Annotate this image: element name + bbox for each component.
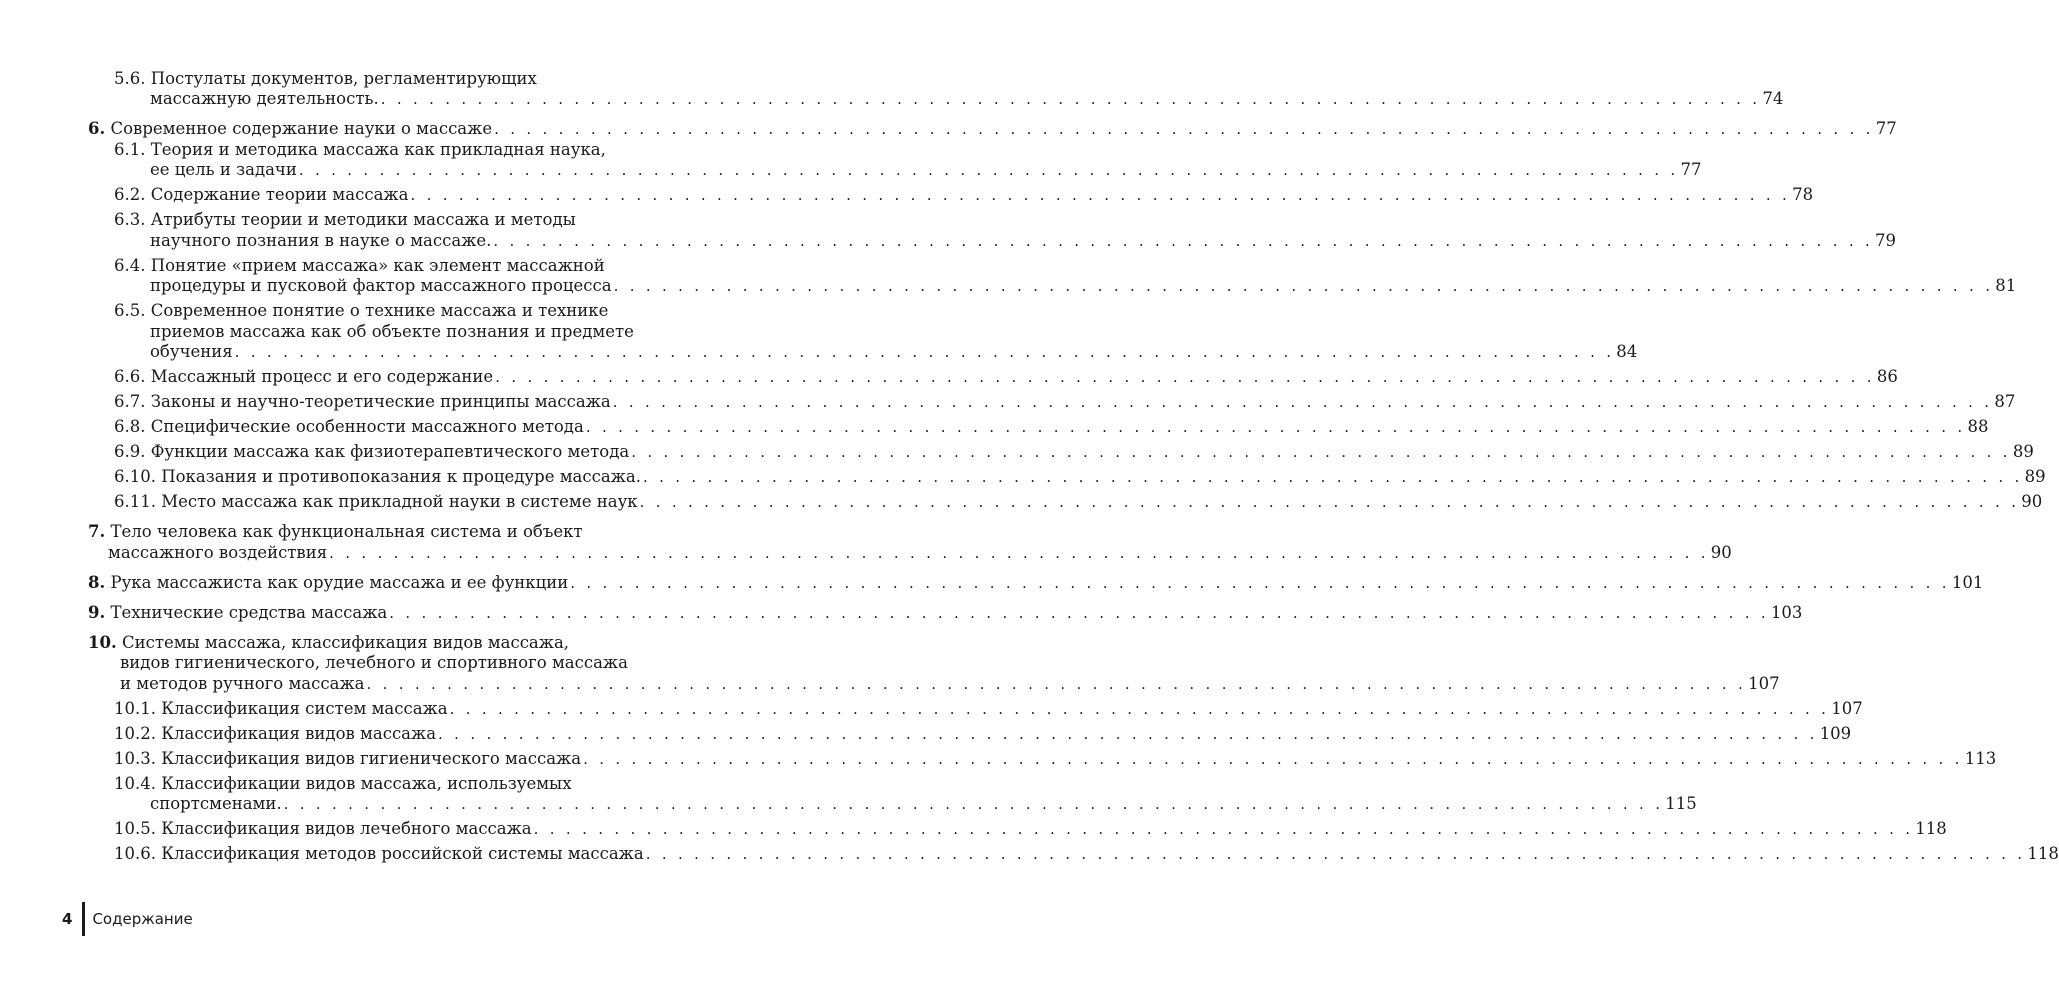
page-number: 101 [1951,572,1984,592]
toc-entry-6-2[interactable] [88,185,1814,205]
page-number: 115 [1665,794,1697,813]
toc-entry-10-3[interactable] [88,748,1997,769]
dot-leader: . . . . . . . . . . . . . . . . . . . . . . . . . . . . . . . . . . . . . . . . . . . . . . . . . . . . . . . . . . . . . . . . . . . . . . . . . . . . . . . . . . . . . . [631,443,2011,461]
page-number: 78 [1792,185,1814,204]
toc-entry-text: Современное содержание науки о массаже [110,119,493,138]
page-number: 79 [1875,230,1897,250]
footer-divider [82,902,85,936]
dot-leader: . . . . . . . . . . . . . . . . . . . . . . . . . . . . . . . . . . . . . . . . . . . . . . . . . . . . . . . . . . . . . . . . . . . . . . . . . . . . . . . . . . . . . . [642,468,2023,486]
toc-entry-text: 10.5. Классификация видов лечебного массажа [114,819,532,838]
toc-entry-6-1[interactable] [88,139,1702,181]
chapter-number: 6. [88,119,106,138]
toc-entry-6-9[interactable] [88,442,2034,462]
toc-entry-text: 6.10. Показания и противопоказания к процедуре массажа. [114,467,641,486]
footer-page-number: 4 [62,910,73,928]
toc-entry-6-11[interactable] [88,492,2043,512]
toc-chapter-8[interactable] [88,572,1984,593]
toc-entry-text: 6.4. Понятие «прием массажа» как элемент массажной [114,255,605,275]
page-number: 89 [2024,467,2046,486]
toc-entry-6-7[interactable] [88,392,2016,412]
toc-entry-text: научного познания в науке о массаже. [150,230,492,250]
page-number: 107 [1748,673,1780,693]
page-number: 81 [1995,276,2017,295]
toc-entry-text: видов гигиенического, лечебного и спортивного массажа [120,653,628,672]
toc-entry-text: Системы массажа, классификация видов массажа, [121,632,570,652]
toc-chapter-9[interactable] [88,602,1803,623]
toc-entry-text: 5.6. Постулаты документов, регламентирующих [114,68,537,88]
page-number: 86 [1876,367,1898,386]
dot-leader: . . . . . . . . . . . . . . . . . . . . . . . . . . . . . . . . . . . . . . . . . . . . . . . . . . . . . . . . . . . . . . . . . . . . . . . . . . . . . . . . . . . . . . [583,749,1963,768]
toc-entry-6-5[interactable] [88,301,1638,362]
page-number: 109 [1819,723,1852,743]
toc-entry-text: 6.1. Теория и методика массажа как прикладная наука, [114,139,606,159]
page-number: 90 [2021,492,2043,511]
toc-entry-text: 6.3. Атрибуты теории и методики массажа и методы [114,210,576,229]
page-number: 103 [1770,602,1803,622]
page-number: 88 [1967,417,1989,436]
toc-entry-text: обучения [150,342,233,361]
toc-entry-10-4[interactable] [88,773,1697,815]
toc-entry-text: 10.6. Классификация методов российской системы массажа [114,844,644,863]
dot-leader: . . . . . . . . . . . . . . . . . . . . . . . . . . . . . . . . . . . . . . . . . . . . . . . . . . . . . . . . . . . . . . . . . . . . . . . . . . . . . . . . . . . . . . [410,186,1791,204]
toc-entry-10-6[interactable] [88,844,2059,864]
chapter-number: 9. [88,602,106,622]
toc-entry-text: 10.3. Классификация видов гигиенического массажа [114,748,582,768]
toc-chapter-10[interactable] [88,632,1780,694]
toc-entry-text: 6.2. Содержание теории массажа [114,185,409,204]
toc-entry-text: 10.2. Классификация видов массажа [114,723,437,743]
toc-entry-text: 10.1. Классификация систем массажа [114,698,448,718]
page-number: 113 [1964,748,1997,768]
dot-leader: . . . . . . . . . . . . . . . . . . . . . . . . . . . . . . . . . . . . . . . . . . . . . . . . . . . . . . . . . . . . . . . . . . . . . . . . . . . . . . . . . . . . . . [495,368,1875,386]
toc-chapter-7[interactable] [88,522,1732,563]
chapter-number: 7. [88,522,106,541]
page-number: 118 [1915,819,1947,838]
toc-entry-text: 6.5. Современное понятие о технике массажа и технике [114,301,609,320]
toc-entry-10-1[interactable] [88,698,1863,719]
toc-entry-text: 6.11. Место массажа как прикладной науки в системе наук [114,492,638,511]
toc-entry-text: 6.9. Функции массажа как физиотерапевтического метода [114,442,630,461]
page-number: 107 [1831,698,1863,718]
table-of-contents [88,68,2059,864]
toc-entry-text: 6.6. Массажный процесс и его содержание [114,367,494,386]
page-number: 74 [1762,89,1784,108]
toc-entry-text: и методов ручного массажа [120,673,365,693]
toc-chapter-6[interactable] [88,119,1897,139]
page-footer [62,902,193,936]
page-number: 90 [1710,542,1732,562]
dot-leader: . . . . . . . . . . . . . . . . . . . . . . . . . . . . . . . . . . . . . . . . . . . . . . . . . . . . . . . . . . . . . . . . . . . . . . . . . . . . . . . . . . . . . . [234,343,1615,361]
toc-entry-text: 6.8. Специфические особенности массажного метода [114,417,584,436]
page-number: 77 [1680,160,1702,179]
toc-entry-6-6[interactable] [88,367,1898,387]
toc-entry-5-6[interactable] [88,68,1784,110]
page-number: 89 [2012,442,2034,461]
toc-entry-text: 6.7. Законы и научно-теоретические принципы массажа [114,392,611,411]
dot-leader: . . . . . . . . . . . . . . . . . . . . . . . . . . . . . . . . . . . . . . . . . . . . . . . . . . . . . . . . . . . . . . . . . . . . . . . . . . . . . . . . . . . . . . [493,231,1874,250]
dot-leader: . . . . . . . . . . . . . . . . . . . . . . . . . . . . . . . . . . . . . . . . . . . . . . . . . . . . . . . . . . . . . . . . . . . . . . . . . . . . . . . . . . . . . . [613,277,1994,295]
dot-leader: . . . . . . . . . . . . . . . . . . . . . . . . . . . . . . . . . . . . . . . . . . . . . . . . . . . . . . . . . . . . . . . . . . . . . . . . . . . . . . . . . . . . . . [283,795,1664,813]
toc-entry-text: Технические средства массажа [110,602,388,622]
page-number: 84 [1616,342,1638,361]
dot-leader: . . . . . . . . . . . . . . . . . . . . . . . . . . . . . . . . . . . . . . . . . . . . . . . . . . . . . . . . . . . . . . . . . . . . . . . . . . . . . . . . . . . . . . [366,674,1747,693]
dot-leader: . . . . . . . . . . . . . . . . . . . . . . . . . . . . . . . . . . . . . . . . . . . . . . . . . . . . . . . . . . . . . . . . . . . . . . . . . . . . . . . . . . . . . . [645,845,2026,863]
toc-entry-text: массажную деятельность. [150,89,379,108]
toc-entry-6-4[interactable] [88,255,2017,297]
toc-entry-text: процедуры и пусковой фактор массажного процесса [150,276,612,295]
chapter-number: 8. [88,572,106,592]
toc-entry-10-5[interactable] [88,819,1947,839]
toc-entry-6-8[interactable] [88,417,1989,437]
toc-entry-text: ее цель и задачи [150,160,297,179]
chapter-number: 10. [88,632,117,652]
page-number: 77 [1875,119,1897,138]
toc-entry-6-10[interactable] [88,467,2046,487]
dot-leader: . . . . . . . . . . . . . . . . . . . . . . . . . . . . . . . . . . . . . . . . . . . . . . . . . . . . . . . . . . . . . . . . . . . . . . . . . . . . . . . . . . . . . . [612,393,1993,411]
dot-leader: . . . . . . . . . . . . . . . . . . . . . . . . . . . . . . . . . . . . . . . . . . . . . . . . . . . . . . . . . . . . . . . . . . . . . . . . . . . . . . . . . . . . . . [389,603,1769,622]
dot-leader: . . . . . . . . . . . . . . . . . . . . . . . . . . . . . . . . . . . . . . . . . . . . . . . . . . . . . . . . . . . . . . . . . . . . . . . . . . . . . . . . . . . . . . [585,418,1966,436]
dot-leader: . . . . . . . . . . . . . . . . . . . . . . . . . . . . . . . . . . . . . . . . . . . . . . . . . . . . . . . . . . . . . . . . . . . . . . . . . . . . . . . . . . . . . . [639,493,2020,511]
dot-leader: . . . . . . . . . . . . . . . . . . . . . . . . . . . . . . . . . . . . . . . . . . . . . . . . . . . . . . . . . . . . . . . . . . . . . . . . . . . . . . . . . . . . . . [298,161,1679,179]
dot-leader: . . . . . . . . . . . . . . . . . . . . . . . . . . . . . . . . . . . . . . . . . . . . . . . . . . . . . . . . . . . . . . . . . . . . . . . . . . . . . . . . . . . . . . [570,573,1950,592]
toc-entry-text: Рука массажиста как орудие массажа и ее функции [110,572,569,592]
dot-leader: . . . . . . . . . . . . . . . . . . . . . . . . . . . . . . . . . . . . . . . . . . . . . . . . . . . . . . . . . . . . . . . . . . . . . . . . . . . . . . . . . . . . . . [533,820,1914,838]
dot-leader: . . . . . . . . . . . . . . . . . . . . . . . . . . . . . . . . . . . . . . . . . . . . . . . . . . . . . . . . . . . . . . . . . . . . . . . . . . . . . . . . . . . . . . [449,699,1830,718]
toc-entry-text: спортсменами. [150,794,282,813]
toc-entry-text: приемов массажа как об объекте познания и предмете [150,321,634,341]
toc-entry-10-2[interactable] [88,723,1852,744]
dot-leader: . . . . . . . . . . . . . . . . . . . . . . . . . . . . . . . . . . . . . . . . . . . . . . . . . . . . . . . . . . . . . . . . . . . . . . . . . . . . . . . . . . . . . . [438,724,1818,743]
toc-entry-text: массажного воздействия [108,542,328,562]
dot-leader: . . . . . . . . . . . . . . . . . . . . . . . . . . . . . . . . . . . . . . . . . . . . . . . . . . . . . . . . . . . . . . . . . . . . . . . . . . . . . . . . . . . . . . [494,120,1874,138]
toc-entry-text: Тело человека как функциональная система и объект [110,522,583,541]
page-number: 118 [2027,844,2059,863]
dot-leader: . . . . . . . . . . . . . . . . . . . . . . . . . . . . . . . . . . . . . . . . . . . . . . . . . . . . . . . . . . . . . . . . . . . . . . . . . . . . . . . . . . . . . . [329,543,1709,562]
toc-entry-6-3[interactable] [88,210,1897,251]
dot-leader: . . . . . . . . . . . . . . . . . . . . . . . . . . . . . . . . . . . . . . . . . . . . . . . . . . . . . . . . . . . . . . . . . . . . . . . . . . . . . . . . . . . . . . [380,90,1761,108]
footer-section-title: Содержание [92,910,193,928]
page-number: 87 [1994,392,2016,411]
toc-entry-text: 10.4. Классификации видов массажа, используемых [114,773,572,793]
